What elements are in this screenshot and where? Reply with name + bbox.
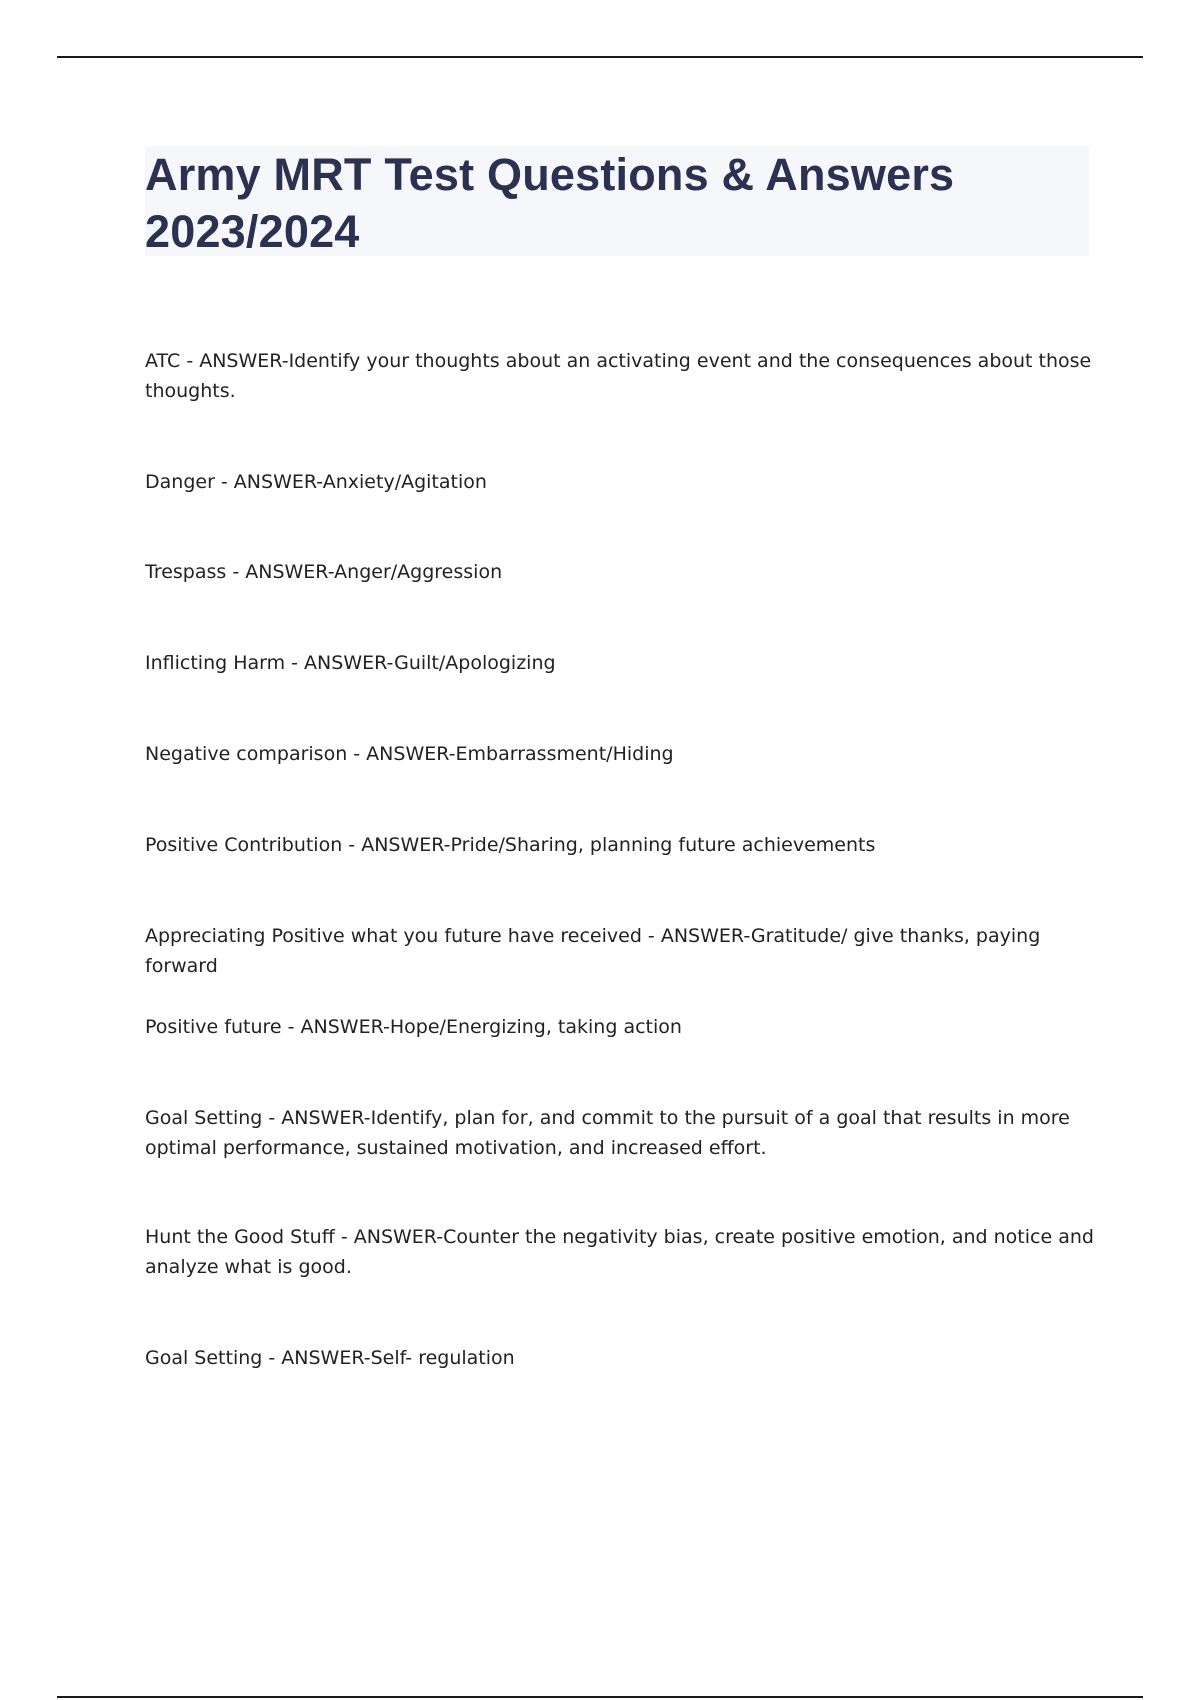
title-block: [145, 146, 1089, 256]
qa-item: Negative comparison - ANSWER-Embarrassment/Hiding: [145, 743, 674, 765]
qa-item: ATC - ANSWER-Identify your thoughts about an activating event and the consequences about those thoughts.: [145, 350, 1092, 402]
qa-item: Positive future - ANSWER-Hope/Energizing, taking action: [145, 1016, 682, 1038]
qa-item: Goal Setting - ANSWER-Identify, plan for, and commit to the pursuit of a goal that results in more optimal performance, sustained motivation, and increased effort.: [145, 1107, 1070, 1159]
qa-item: Trespass - ANSWER-Anger/Aggression: [145, 561, 503, 583]
qa-item: Inflicting Harm - ANSWER-Guilt/Apologizing: [145, 652, 556, 674]
footer-rule: [57, 1696, 1143, 1698]
qa-item: Danger - ANSWER-Anxiety/Agitation: [145, 471, 487, 493]
header-rule: [57, 56, 1143, 58]
qa-item: Appreciating Positive what you future have received - ANSWER-Gratitude/ give thanks, paying forward: [145, 925, 1041, 977]
page-title: Army MRT Test Questions & Answers 2023/2024: [145, 149, 955, 257]
qa-item: Goal Setting - ANSWER-Self- regulation: [145, 1347, 515, 1369]
qa-item: Positive Contribution - ANSWER-Pride/Sharing, planning future achievements: [145, 834, 876, 856]
qa-item: Hunt the Good Stuff - ANSWER-Counter the negativity bias, create positive emotion, and notice and analyze what is good.: [145, 1226, 1094, 1278]
